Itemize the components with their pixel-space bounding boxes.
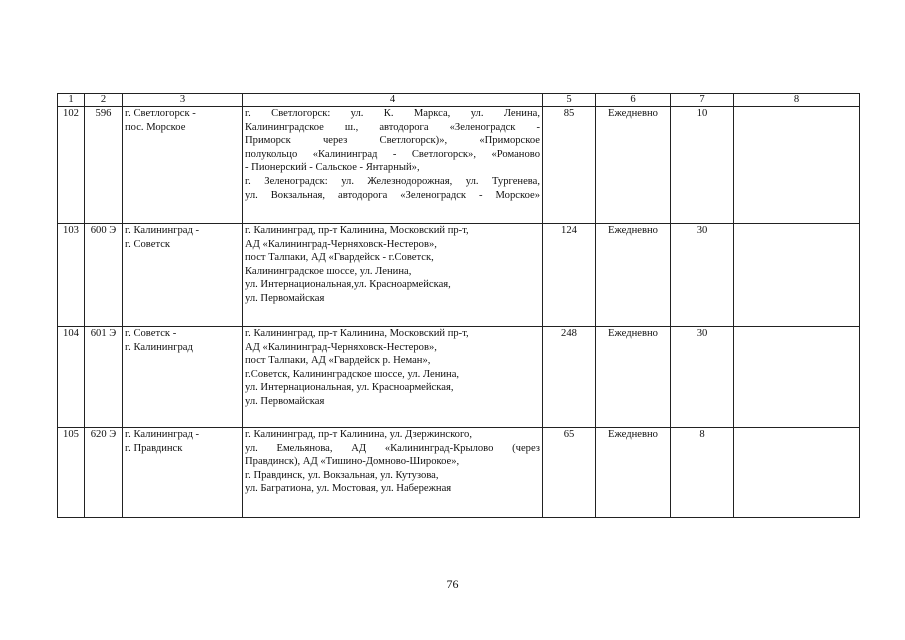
route-name xyxy=(123,428,243,518)
route-col8-value xyxy=(734,107,860,224)
route-name xyxy=(123,224,243,327)
route-name-line: пос. Морское xyxy=(125,121,186,133)
route-length: 85 xyxy=(543,107,596,224)
route-name-line: г. Правдинск xyxy=(125,442,183,454)
row-number: 102 xyxy=(58,107,85,224)
route-path-line: Приморск через Светлогорск)», «Приморское xyxy=(245,135,540,147)
route-path-line: г. Зеленоградск: ул. Железнодорожная, ул. Тургенева, xyxy=(245,175,540,187)
route-path-line: Калининградское шоссе, ул. Ленина, xyxy=(245,265,412,277)
route-path-line: ул. Интернациональная, ул. Красноармейская, xyxy=(245,382,454,394)
table-row xyxy=(58,428,860,518)
route-path-line: пост Талпаки, АД «Гвардейск р. Неман», xyxy=(245,355,431,367)
route-length: 124 xyxy=(543,224,596,327)
route-path-line: ул. Вокзальная, автодорога «Зеленоградск - Морское» xyxy=(245,189,540,201)
route-length: 65 xyxy=(543,428,596,518)
route-number: 620 Э xyxy=(85,428,123,518)
route-col8-value xyxy=(734,327,860,428)
route-path-line: ул. Первомайская xyxy=(245,395,325,407)
route-name-line: г. Калининград xyxy=(125,341,193,353)
route-path-line: ул. Первомайская xyxy=(245,292,325,304)
route-name xyxy=(123,107,243,224)
route-col7-value: 10 xyxy=(671,107,734,224)
routes-table xyxy=(57,93,860,518)
column-header: 6 xyxy=(596,94,671,107)
route-name xyxy=(123,327,243,428)
route-path-line: Правдинск), АД «Тишино-Домново-Широкое», xyxy=(245,456,460,468)
route-path-line: пост Талпаки, АД «Гвардейск - г.Советск, xyxy=(245,252,434,264)
route-path-line: г. Калининград, пр-т Калинина, Московский пр-т, xyxy=(245,225,469,236)
route-path-line: АД «Калининград-Черняховск-Нестеров», xyxy=(245,341,437,353)
route-path-line: г. Светлогорск: ул. К. Маркса, ул. Ленина, xyxy=(245,108,540,119)
row-number: 103 xyxy=(58,224,85,327)
route-path xyxy=(243,224,543,327)
route-name-line: г. Советск - xyxy=(125,328,177,339)
route-path-line: полукольцо «Калининград - Светлогорск», «Романово xyxy=(245,148,540,160)
table-row xyxy=(58,107,860,224)
route-path-line: г. Правдинск, ул. Вокзальная, ул. Кутузова, xyxy=(245,469,439,481)
column-header: 7 xyxy=(671,94,734,107)
route-schedule: Ежедневно xyxy=(596,428,671,518)
column-header: 2 xyxy=(85,94,123,107)
column-header: 4 xyxy=(243,94,543,107)
route-path-line: ул. Емельянова, АД «Калининград-Крылово (через xyxy=(245,442,540,454)
column-header: 1 xyxy=(58,94,85,107)
route-number: 600 Э xyxy=(85,224,123,327)
column-header: 8 xyxy=(734,94,860,107)
route-col8-value xyxy=(734,224,860,327)
route-schedule: Ежедневно xyxy=(596,327,671,428)
route-schedule: Ежедневно xyxy=(596,224,671,327)
route-col8-value xyxy=(734,428,860,518)
route-col7-value: 30 xyxy=(671,327,734,428)
route-path-line: г. Калининград, пр-т Калинина, Московский пр-т, xyxy=(245,328,469,339)
route-schedule: Ежедневно xyxy=(596,107,671,224)
route-path-line: - Пионерский - Сальское - Янтарный», xyxy=(245,162,420,174)
table-header-row xyxy=(58,94,860,107)
route-col7-value: 8 xyxy=(671,428,734,518)
route-name-line: г. Светлогорск - xyxy=(125,108,196,119)
table-row xyxy=(58,327,860,428)
table-row xyxy=(58,224,860,327)
route-path-line: ул. Багратиона, ул. Мостовая, ул. Набережная xyxy=(245,483,452,495)
route-name-line: г. Калининград - xyxy=(125,429,200,440)
column-header: 5 xyxy=(543,94,596,107)
route-path-line: ул. Интернациональная,ул. Красноармейская, xyxy=(245,279,451,291)
route-path xyxy=(243,107,543,224)
route-number: 596 xyxy=(85,107,123,224)
route-number: 601 Э xyxy=(85,327,123,428)
row-number: 104 xyxy=(58,327,85,428)
route-length: 248 xyxy=(543,327,596,428)
row-number: 105 xyxy=(58,428,85,518)
page-number: 76 xyxy=(446,577,459,591)
route-name-line: г. Калининград - xyxy=(125,225,200,236)
route-name-line: г. Советск xyxy=(125,238,171,250)
route-path-line: г. Калининград, пр-т Калинина, ул. Дзержинского, xyxy=(245,429,472,440)
route-path-line: АД «Калининград-Черняховск-Нестеров», xyxy=(245,238,437,250)
route-col7-value: 30 xyxy=(671,224,734,327)
route-path xyxy=(243,428,543,518)
route-path-line: г.Советск, Калининградское шоссе, ул. Ленина, xyxy=(245,368,460,380)
route-path-line: Калининградское ш., автодорога «Зеленоградск - xyxy=(245,121,540,133)
route-path xyxy=(243,327,543,428)
column-header: 3 xyxy=(123,94,243,107)
